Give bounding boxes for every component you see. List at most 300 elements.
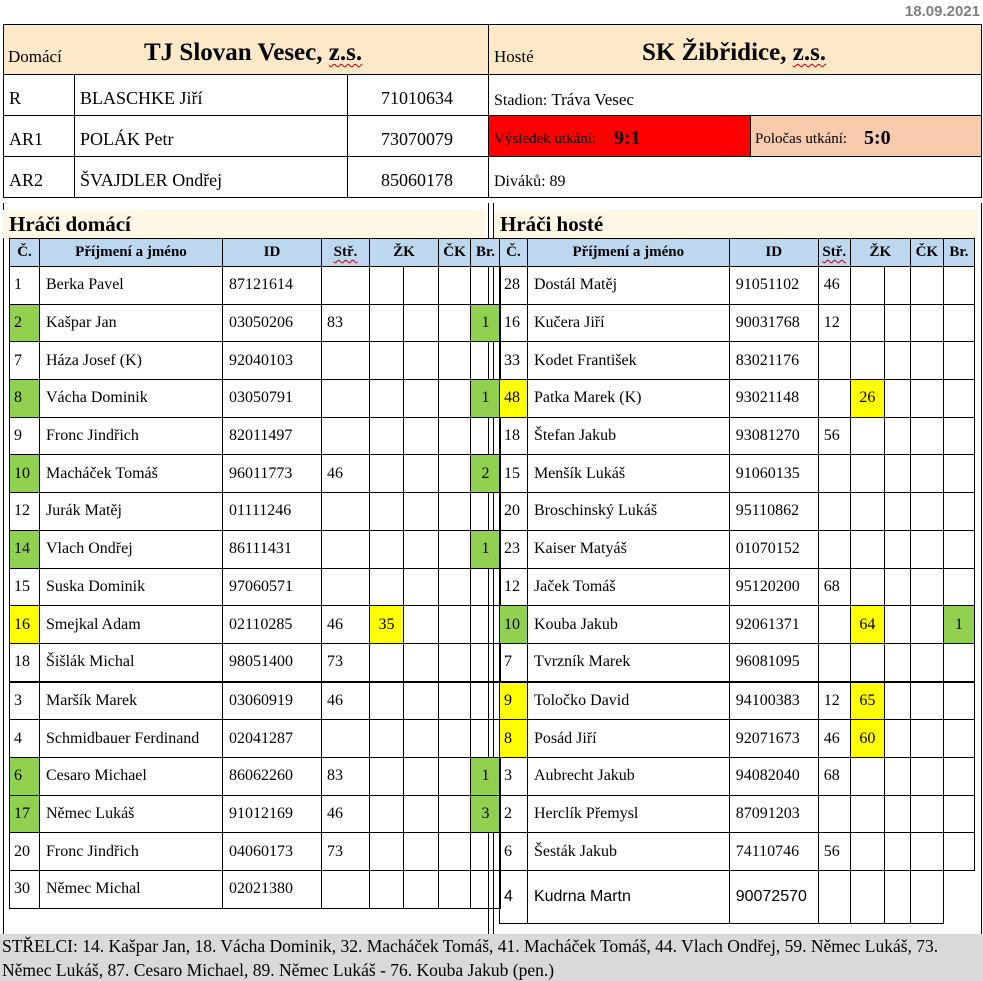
player-number: 6 [500,833,528,871]
player-number: 18 [500,417,528,455]
player-number: 16 [10,606,40,644]
player-red-card [910,682,943,720]
player-id: 93021148 [729,380,818,418]
player-id: 74110746 [729,833,818,871]
player-row [10,380,501,418]
away-players-table [499,238,975,924]
player-yellow-card-2 [404,720,439,758]
player-red-card [910,417,943,455]
player-number: 2 [500,795,528,833]
player-yellow-card [850,304,884,342]
player-yellow-card [850,342,884,380]
player-name: Dostál Matěj [527,267,729,305]
player-row [500,304,975,342]
player-yellow-card [370,380,404,418]
official-name: ŠVAJDLER Ondřej [80,170,223,190]
player-yellow-card-2 [404,493,439,531]
player-yellow-card [370,720,404,758]
player-goals [943,871,974,924]
player-yellow-card [850,530,884,568]
player-number: 10 [500,606,528,644]
player-yellow-card-2 [404,342,439,380]
player-id: 94082040 [729,757,818,795]
player-yellow-card-2 [404,380,439,418]
player-goals [471,267,501,305]
player-red-card [910,380,943,418]
player-red-card [910,833,943,871]
player-name: Berka Pavel [40,267,223,305]
player-yellow-card-2 [884,568,910,606]
player-name: Kodet František [527,342,729,380]
player-id: 02021380 [223,871,322,909]
player-name: Šišlák Michal [40,643,223,681]
player-id: 03050791 [223,380,322,418]
player-substitution-minute [818,871,850,924]
official-role: R [9,88,22,108]
player-yellow-card [370,304,404,342]
official-id-cell [347,156,489,198]
player-substitution-minute [322,720,370,758]
player-row [500,682,975,720]
player-substitution-minute [818,795,850,833]
player-red-card [439,795,471,833]
player-red-card [910,530,943,568]
player-red-card [439,417,471,455]
player-substitution-minute: 83 [322,757,370,795]
player-name: Toločko David [527,682,729,720]
player-substitution-minute: 12 [818,682,850,720]
player-yellow-card [370,682,404,720]
player-row [500,267,975,305]
player-yellow-card-2 [884,267,910,305]
player-name: Herclík Přemysl [527,795,729,833]
player-red-card [910,304,943,342]
spectators-label: Diváků: [494,173,546,190]
player-yellow-card: 60 [850,720,884,758]
player-number: 2 [10,304,40,342]
player-id: 95120200 [729,568,818,606]
player-red-card [910,493,943,531]
player-red-card [910,342,943,380]
result-cell [488,115,751,157]
player-red-card [910,568,943,606]
player-red-card [439,267,471,305]
player-goals [471,720,501,758]
official-role-cell [3,156,75,198]
player-number: 9 [500,682,528,720]
player-id: 86111431 [223,530,322,568]
player-row [500,342,975,380]
player-number: 4 [500,871,528,924]
player-name: Cesaro Michael [40,757,223,795]
player-id: 82011497 [223,417,322,455]
official-role: AR1 [9,129,44,149]
player-goals [471,606,501,644]
player-id: 96081095 [729,643,818,681]
player-goals: 1 [943,606,974,644]
player-row [500,606,975,644]
player-yellow-card-2 [404,267,439,305]
player-name: Kučera Jiří [527,304,729,342]
official-role-cell [3,74,75,116]
player-id: 86062260 [223,757,322,795]
player-id: 96011773 [223,455,322,493]
player-yellow-card-2 [884,757,910,795]
player-number: 18 [10,643,40,681]
player-yellow-card [850,493,884,531]
player-red-card [910,720,943,758]
player-row [500,643,975,681]
player-id: 92061371 [729,606,818,644]
player-substitution-minute: 73 [322,643,370,681]
player-name: Broschinský Lukáš [527,493,729,531]
player-row [10,833,501,871]
player-name: Vácha Dominik [40,380,223,418]
player-id: 98051400 [223,643,322,681]
halftime-value: 5:0 [864,127,891,149]
player-goals [471,342,501,380]
player-red-card [439,643,471,681]
player-goals: 3 [471,795,501,833]
player-yellow-card-2 [404,530,439,568]
player-row [500,833,975,871]
player-red-card [439,342,471,380]
player-red-card [910,455,943,493]
player-yellow-card-2 [884,493,910,531]
spectators-value: 89 [549,173,566,190]
player-name: Tvrzník Marek [527,643,729,681]
player-red-card [439,720,471,758]
player-id: 95110862 [729,493,818,531]
player-red-card [439,455,471,493]
player-red-card [439,682,471,720]
player-substitution-minute [322,417,370,455]
official-id-cell [347,74,489,116]
away-team-header [488,24,982,75]
player-substitution-minute [322,267,370,305]
player-yellow-card-2 [884,455,910,493]
player-yellow-card [370,833,404,871]
player-red-card [439,833,471,871]
player-number: 20 [500,493,528,531]
player-row [500,455,975,493]
player-red-card [910,267,943,305]
player-number: 3 [10,682,40,720]
shooters-line: STŘELCI: 14. Kašpar Jan, 18. Vácha Dominik, 32. Macháček Tomáš, 41. Macháček Tomáš, 44. Vlach Ondřej, 59. Němec Lukáš, 73. Němec Lukáš, 87. Cesaro Michael, 89. Němec Lukáš - 76. Kouba Jakub (pen.) [0,934,983,981]
player-id: 97060571 [223,568,322,606]
official-id: 73070079 [381,129,453,149]
player-yellow-card [850,757,884,795]
player-number: 4 [10,720,40,758]
official-name: BLASCHKE Jiří [80,88,203,108]
player-number: 30 [10,871,40,909]
player-red-card [910,643,943,681]
player-yellow-card-2 [404,606,439,644]
player-yellow-card-2 [404,833,439,871]
player-name: Němec Michal [40,871,223,909]
col-header-red: ČK [910,239,943,267]
player-row [10,267,501,305]
player-yellow-card-2 [404,682,439,720]
col-header-number: Č. [10,239,40,267]
player-goals [943,530,974,568]
player-yellow-card-2 [884,643,910,681]
player-goals [943,833,974,871]
player-yellow-card: 35 [370,606,404,644]
player-red-card [439,530,471,568]
player-name: Jaček Tomáš [527,568,729,606]
player-number: 33 [500,342,528,380]
player-substitution-minute [818,380,850,418]
player-substitution-minute: 68 [818,757,850,795]
player-id: 03050206 [223,304,322,342]
player-substitution-minute [818,342,850,380]
player-substitution-minute: 12 [818,304,850,342]
player-name: Schmidbauer Ferdinand [40,720,223,758]
home-players-title: Hráči domácí [3,210,485,238]
player-yellow-card-2 [884,380,910,418]
official-name-cell [74,115,348,157]
official-id: 71010634 [381,88,453,108]
player-yellow-card [370,493,404,531]
player-number: 7 [10,342,40,380]
player-yellow-card-2 [884,720,910,758]
player-row [10,720,501,758]
player-id: 01070152 [729,530,818,568]
player-id: 92071673 [729,720,818,758]
player-goals: 2 [471,455,501,493]
player-red-card [439,304,471,342]
player-number: 9 [10,417,40,455]
player-number: 16 [500,304,528,342]
player-substitution-minute: 56 [818,833,850,871]
player-number: 8 [10,380,40,418]
player-yellow-card-2 [884,682,910,720]
player-id: 87121614 [223,267,322,305]
player-name: Posád Jiří [527,720,729,758]
player-number: 3 [500,757,528,795]
player-id: 83021176 [729,342,818,380]
player-yellow-card: 65 [850,682,884,720]
player-yellow-card [370,342,404,380]
official-name-cell [74,156,348,198]
player-name: Háza Josef (K) [40,342,223,380]
player-substitution-minute: 73 [322,833,370,871]
player-goals [943,380,974,418]
stadium-value: Tráva Vesec [551,90,634,109]
player-name: Patka Marek (K) [527,380,729,418]
player-yellow-card [370,568,404,606]
player-id: 87091203 [729,795,818,833]
player-id: 02041287 [223,720,322,758]
col-header-goals: Br. [471,239,501,267]
player-goals [471,682,501,720]
col-header-yellow: ŽK [370,239,439,267]
player-yellow-card: 26 [850,380,884,418]
player-yellow-card [370,795,404,833]
player-row [500,417,975,455]
player-id: 91060135 [729,455,818,493]
col-header-number: Č. [500,239,528,267]
player-goals [471,643,501,681]
player-yellow-card [850,455,884,493]
player-goals [943,342,974,380]
player-number: 14 [10,530,40,568]
stadium-label: Stadion: [494,92,548,109]
player-name: Fronc Jindřich [40,417,223,455]
player-id: 94100383 [729,682,818,720]
player-yellow-card-2 [884,342,910,380]
player-substitution-minute [818,643,850,681]
player-goals [943,682,974,720]
official-role: AR2 [9,170,44,190]
player-row [10,606,501,644]
player-row [10,795,501,833]
player-red-card [439,757,471,795]
player-yellow-card [370,530,404,568]
player-goals: 1 [471,757,501,795]
player-id: 91051102 [729,267,818,305]
player-goals [471,833,501,871]
player-yellow-card [850,795,884,833]
result-label: Výsledek utkání: [494,131,597,147]
official-row [3,74,489,116]
result-value: 9:1 [614,127,641,149]
player-name: Menšík Lukáš [527,455,729,493]
spectators-row [488,156,982,198]
player-red-card [439,380,471,418]
halftime-cell [750,115,982,157]
player-goals [943,267,974,305]
player-yellow-card [370,757,404,795]
player-substitution-minute [322,871,370,909]
home-label: Domácí [8,47,62,66]
player-id: 01111246 [223,493,322,531]
player-id: 91012169 [223,795,322,833]
player-substitution-minute: 46 [322,682,370,720]
player-row [10,342,501,380]
player-substitution-minute: 83 [322,304,370,342]
player-goals [943,757,974,795]
player-number: 28 [500,267,528,305]
player-name: Fronc Jindřich [40,833,223,871]
player-yellow-card [850,417,884,455]
player-row [10,304,501,342]
player-yellow-card-2 [884,530,910,568]
player-substitution-minute [322,380,370,418]
player-yellow-card-2 [884,795,910,833]
report-date: 18.09.2021 [904,3,980,20]
col-header-name: Příjmení a jméno [40,239,223,267]
player-row [500,493,975,531]
player-row [10,757,501,795]
player-goals [471,493,501,531]
player-yellow-card-2 [884,606,910,644]
player-yellow-card: 64 [850,606,884,644]
player-goals [471,568,501,606]
official-row [3,115,489,157]
away-team-name: SK Žibřidice, z.s. [642,39,827,66]
player-row [500,871,975,924]
player-id: 90072570 [729,871,818,924]
player-yellow-card [850,833,884,871]
home-team-header [3,24,489,75]
player-yellow-card-2 [404,643,439,681]
player-id: 02110285 [223,606,322,644]
player-goals [943,568,974,606]
player-substitution-minute [322,342,370,380]
player-yellow-card [370,643,404,681]
player-row [10,455,501,493]
player-number: 10 [10,455,40,493]
col-header-goals: Br. [943,239,974,267]
player-name: Kudrna Martn [527,871,729,924]
player-red-card [910,606,943,644]
official-row [3,156,489,198]
player-goals [943,304,974,342]
col-header-name: Příjmení a jméno [527,239,729,267]
player-yellow-card-2 [884,833,910,871]
player-number: 12 [10,493,40,531]
player-substitution-minute: 46 [322,455,370,493]
player-row [10,568,501,606]
player-goals [943,455,974,493]
player-id: 92040103 [223,342,322,380]
home-players-table [9,238,501,909]
player-name: Smejkal Adam [40,606,223,644]
player-goals [943,795,974,833]
col-header-sub: Stř. [322,239,370,267]
player-red-card [910,757,943,795]
player-row [10,871,501,909]
stadium-row [488,74,982,116]
player-name: Suska Dominik [40,568,223,606]
official-name-cell [74,74,348,116]
col-header-yellow: ŽK [850,239,910,267]
col-header-red: ČK [439,239,471,267]
player-name: Šesták Jakub [527,833,729,871]
player-red-card [439,493,471,531]
player-yellow-card [850,267,884,305]
player-number: 8 [500,720,528,758]
player-yellow-card-2 [404,455,439,493]
player-row [500,530,975,568]
away-label: Hosté [494,47,534,66]
player-row [10,643,501,681]
player-row [10,530,501,568]
halftime-label: Poločas utkání: [755,131,848,147]
player-name: Macháček Tomáš [40,455,223,493]
player-yellow-card [370,455,404,493]
player-goals [471,871,501,909]
player-row [500,380,975,418]
player-goals: 1 [471,380,501,418]
player-yellow-card-2 [404,757,439,795]
player-name: Maršík Marek [40,682,223,720]
col-header-sub: Stř. [818,239,850,267]
official-name: POLÁK Petr [80,129,174,149]
player-goals: 1 [471,530,501,568]
player-goals [943,493,974,531]
official-role-cell [3,115,75,157]
player-goals [471,417,501,455]
player-number: 15 [10,568,40,606]
player-goals [943,643,974,681]
player-substitution-minute: 68 [818,568,850,606]
player-red-card [910,795,943,833]
player-name: Štefan Jakub [527,417,729,455]
official-id-cell [347,115,489,157]
